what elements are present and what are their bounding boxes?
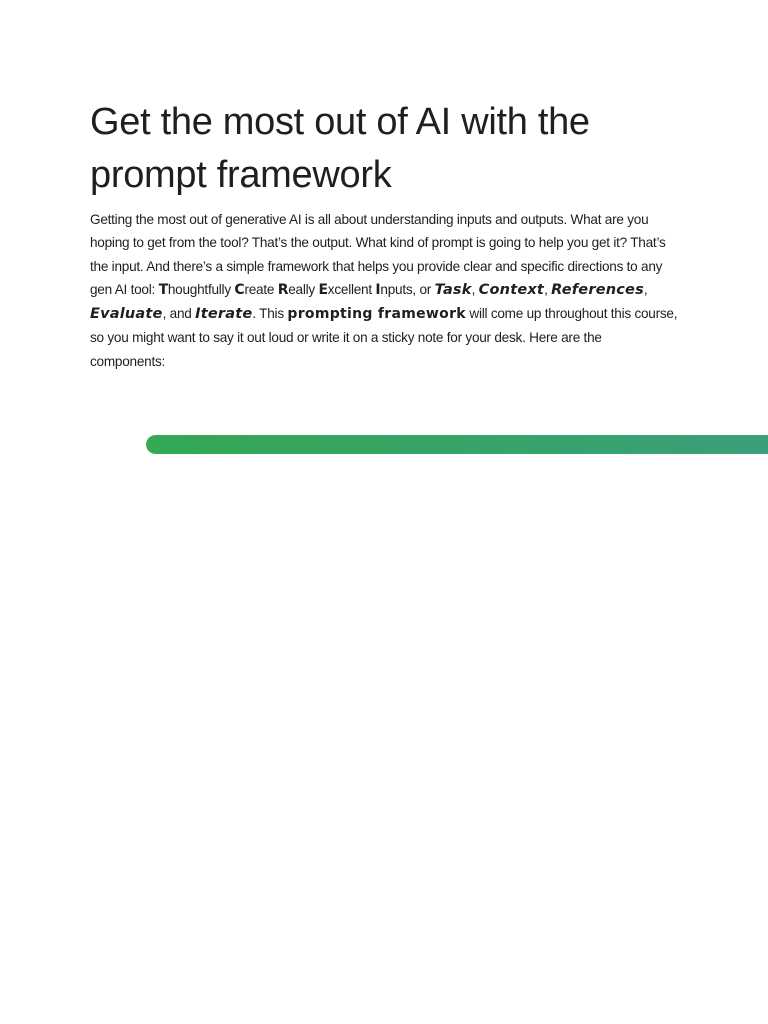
- keyword-evaluate: Evaluate: [90, 306, 163, 323]
- closing-text: will come up throughout this course, so you might want to say it out loud or write it on a sticky note for your desk. Here are the components:: [90, 306, 678, 369]
- intro-text: Getting the most out of generative AI is all about understanding inputs and outputs. What are you hoping to get from the tool? That’s the output. What kind of prompt is going to help you get it? That’s the input. And there’s a simple framework that helps you provide clear and specific directions to any gen AI tool:: [90, 212, 666, 297]
- mnemonic-cap-r: R: [277, 281, 289, 298]
- mnemonic-rest-t: houghtfully: [167, 281, 235, 297]
- keyword-context: Context: [478, 281, 545, 298]
- mnemonic-cap-i: I: [375, 281, 381, 298]
- framework-name: prompting framework: [287, 306, 466, 323]
- comma-1: ,: [471, 281, 479, 297]
- or-text: , or: [412, 281, 435, 297]
- mnemonic-cap-e: E: [318, 281, 328, 298]
- comma-2: ,: [544, 281, 552, 297]
- keyword-task: Task: [434, 281, 472, 298]
- document-content: [90, 96, 680, 373]
- mnemonic-rest-e: xcellent: [327, 281, 376, 297]
- progress-bar: [146, 435, 768, 454]
- mnemonic-rest-c: reate: [244, 281, 278, 297]
- mnemonic-cap-t: T: [158, 281, 168, 298]
- progress-bar-fill: [146, 435, 768, 454]
- intro-paragraph: [90, 208, 680, 373]
- keyword-iterate: Iterate: [195, 306, 253, 323]
- keyword-references: References: [551, 281, 644, 298]
- page-title: Get the most out of AI with the prompt framework: [90, 101, 590, 196]
- mnemonic-rest-r: eally: [288, 281, 319, 297]
- this-text: . This: [252, 306, 288, 322]
- mnemonic-rest-i: nputs: [380, 281, 413, 297]
- comma-3: ,: [643, 281, 648, 297]
- mnemonic-cap-c: C: [234, 281, 245, 298]
- and-text: , and: [162, 306, 196, 322]
